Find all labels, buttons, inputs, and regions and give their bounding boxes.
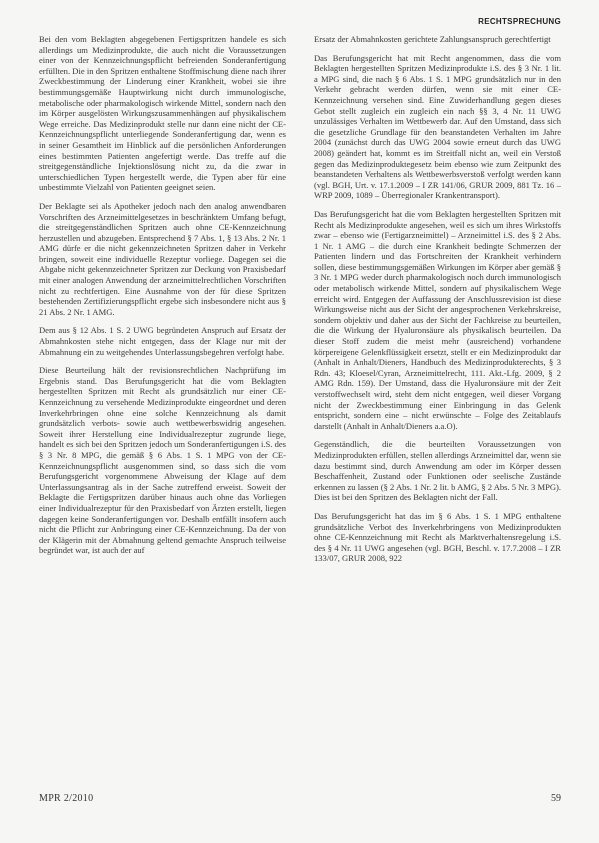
paragraph: Diese Beurteilung hält der revisionsrechtlichen Nachprüfung im Ergebnis stand. Das Berufungsgericht hat die vom Beklagten hergestellten Spritzen mit Recht als grundsätzlich nur einer CE-Kennzeichnung zu versehende Medizinprodukte eingeordnet und deren Inverkehrbringen ohne eine solche Kennzeichnung als damit grundsätzlich verbots- sowie auch wettbewerbswidrig angesehen. Soweit ihrer Herstellung eine Individualrezeptur zugrunde liege, handelt es sich bei den Spritzen jedoch um Sonderanfertigungen i.S. des § 3 Nr. 8 MPG, die gemäß § 6 Abs. 1 S. 1 MPG von der CE-Kennzeichnungspflicht ausgenommen sind, so dass sich die vom Berufungsgericht vorgenommene Abweisung der Klage auf dem Unterlassungsantrag als in der Sache zutreffend erweist. Soweit der Beklagte die Fertigspritzen darüber hinaus auch ohne das Vorliegen einer Individualrezeptur für den Praxisbedarf von Ärzten erstellt, liegen dagegen keine Sonderanfertigungen vor. Deshalb entfällt insofern auch nicht die Pflicht zur Anbringung einer CE-Kennzeichnung. Da der von der Klägerin mit der Abmahnung geltend gemachte Anspruch teilweise begründet war, ist auch der auf <box>39 365 286 556</box>
section-label: RECHTSPRECHUNG <box>478 17 561 26</box>
paragraph: Dem aus § 12 Abs. 1 S. 2 UWG begründeten Anspruch auf Ersatz der Abmahnkosten stehe nicht entgegen, dass der Klage nur mit der Abmahnung ein zu weitgehendes Unterlassungsbegehren verfolgt habe. <box>39 325 286 357</box>
paragraph: Das Berufungsgericht hat die vom Beklagten hergestellten Spritzen mit Recht als Medizinprodukte angesehen, weil es sich um ihres Wirkstoffs zwar – ebenso wie (Fertigarzneimittel) – Arzneimittel i.S. des § 2 Abs. 1 Nr. 1 AMG – die durch eine Krankheit bedingte Schmerzen der Patienten lindern und das Fortschreiten der Krankheit verhindern sollen, diese bestimmungsgemäßen Wirkungen im Körper aber gemäß § 3 Nr. 1 MPG weder durch pharmakologisch noch durch immunologisch oder metabolisch wirkende Mittel, sondern auf physikalischem Wege erreicht wird. Entgegen der Auffassung der Anschlussrevision ist diese Wirkungsweise nicht aus der Sicht der angesprochenen Verkehrskreise, sondern objektiv und daher aus der Sicht der Fachkreise zu beurteilen, die die Wirkung der Hyaluronsäure als physikalisch beurteilen. Da dieser Stoff zudem die meist mehr (ausreichend) vorhandene körpereigene Gelenkflüssigkeit ersetzt, stellt er ein Medizinprodukt dar (Anhalt in Anhalt/Dieners, Handbuch des Medizinprodukterechts, § 3 Rdn. 43; Kloesel/Cyran, Arzneimittelrecht, 111. Akt.-Lfg. 2009, § 2 AMG Rdn. 159). Der Umstand, dass die Hyaluronsäure mit der Zeit verstoffwechselt wird, steht dem nicht entgegen, weil dieser Vorgang nicht der Zweckbestimmung einer Einbringung in das Gelenk entspricht, sondern eine – nicht erwünschte – Folge des Zeitablaufs darstellt (Anhalt in Anhalt/Dieners a.a.O). <box>314 208 561 431</box>
right-column <box>314 34 561 794</box>
paragraph: Bei den vom Beklagten abgegebenen Fertigspritzen handele es sich allerdings um Medizinprodukte, die auch nicht die Voraussetzungen einer von der Kennzeichnungspflicht befreienden Sonderanfertigung erfüllten. Die in den Spritzen enthaltene Stoffmischung diene nach ihrer Zweckbestimmung der Linderung einer Krankheit, wobei sie ihre bestimmungsgemäße Hauptwirkung nicht durch immunologische, metabolische oder pharmakologisch wirkende Mittel, sondern nach den im Körper ausgelösten Wirkungszusammenhängen auf physikalischem Wege erreiche. Das Medizinprodukt stelle nur dann eine nicht der CE-Kennzeichnungspflicht unterliegende Sonderanfertigung dar, wenn es in seiner Gesamtheit im Hinblick auf die persönlichen Anforderungen eines bestimmten Patienten angefertigt werde. Das treffe auf die streitgegenständliche Injektionslösung nicht zu, da die zwar in unterschiedlichen Typen hergestellt werde, die Typen aber für eine unbestimmte Vielzahl von Patienten geeignet seien. <box>39 34 286 193</box>
journal-issue: MPR 2/2010 <box>39 793 94 804</box>
page-number: 59 <box>551 793 561 804</box>
paragraph: Das Berufungsgericht hat das im § 6 Abs. 1 S. 1 MPG enthaltene grundsätzliche Verbot des Inverkehrbringens von Medizinprodukten ohne CE-Kennzeichnung mit Recht als Marktverhaltensregelung i.S. des § 4 Nr. 11 UWG angesehen (vgl. BGH, Beschl. v. 17.7.2008 – I ZR 133/07, GRUR 2008, 922 <box>314 510 561 564</box>
article-body <box>39 34 561 794</box>
left-column <box>39 34 286 794</box>
paragraph: Der Beklagte sei als Apotheker jedoch nach den analog anwendbaren Vorschriften des Arzneimittelgesetzes in beschränktem Umfang befugt, die streitgegenständlichen Spritzen auch ohne CE-Kennzeichnung herzustellen und abzugeben. Entsprechend § 7 Abs. 1, § 13 Abs. 2 Nr. 1 AMG dürfe er die nicht gekennzeichneten Spritzen daher in Verkehr bringen, soweit eine individuelle Rezeptur vorliege. Dagegen sei die Abgabe nicht gekennzeichneter Spritzen zur Deckung von Praxisbedarf mit einer analogen Anwendung der arzneimittelrechtlichen Vorschriften nicht zu rechtfertigen. Eine Ausnahme von der für diese Spritzen bestehenden Zertifizierungspflicht ergebe sich insbesondere nicht aus § 21 Abs. 2 Nr. 1 AMG. <box>39 200 286 317</box>
paragraph: Ersatz der Abmahnkosten gerichtete Zahlungsanspruch gerechtfertigt <box>314 34 551 44</box>
paragraph: Das Berufungsgericht hat mit Recht angenommen, dass die vom Beklagten hergestellten Spritzen Medizinprodukte i.S. des § 3 Nr. 1 lit. a MPG sind, die nach § 6 Abs. 1 S. 1 MPG grundsätzlich nur in den Verkehr gebracht werden dürfen, wenn sie mit einer CE-Kennzeichnung versehen sind. Eine Zuwiderhandlung gegen dieses Gebot stellt zugleich ein zugleich ein nach §§ 3, 4 Nr. 11 UWG unzulässiges Verhalten im Wettbewerb dar. Auf den Umstand, dass sich die gesetzliche Grundlage für den beanstandeten Verhalten im Jahre 2004 (zunächst durch das UWG 2004 sowie erneut durch das UWG 2008) geändert hat, kommt es im Streitfall nicht an, weil ein Verstoß gegen das Medizinproduktegesetz beim ebenso wie zum Zeitpunkt des beanstandeten Verhaltens als Wettbewerbsverstoß verfolgt werden kann (vgl. BGH, Urt. v. 17.1.2009 – I ZR 141/06, GRUR 2009, 881 Tz. 16 – WRP 2009, 1089 – Überregionaler Krankentransport). <box>314 52 561 201</box>
paragraph: Gegenständlich, die die beurteilten Voraussetzungen von Medizinprodukten erfüllen, stellen allerdings Arzneimittel dar, wenn sie dazu bestimmt sind, durch Anwendung am oder im Körper dessen Beschaffenheit, Zustand oder Funktionen oder seelische Zustände erkennen zu lassen (§ 2 Abs. 1 Nr. 2 lit. b AMG, § 2 Abs. 5 Nr. 3 MPG). Dies ist bei den Spritzen des Beklagten nicht der Fall. <box>314 439 561 503</box>
